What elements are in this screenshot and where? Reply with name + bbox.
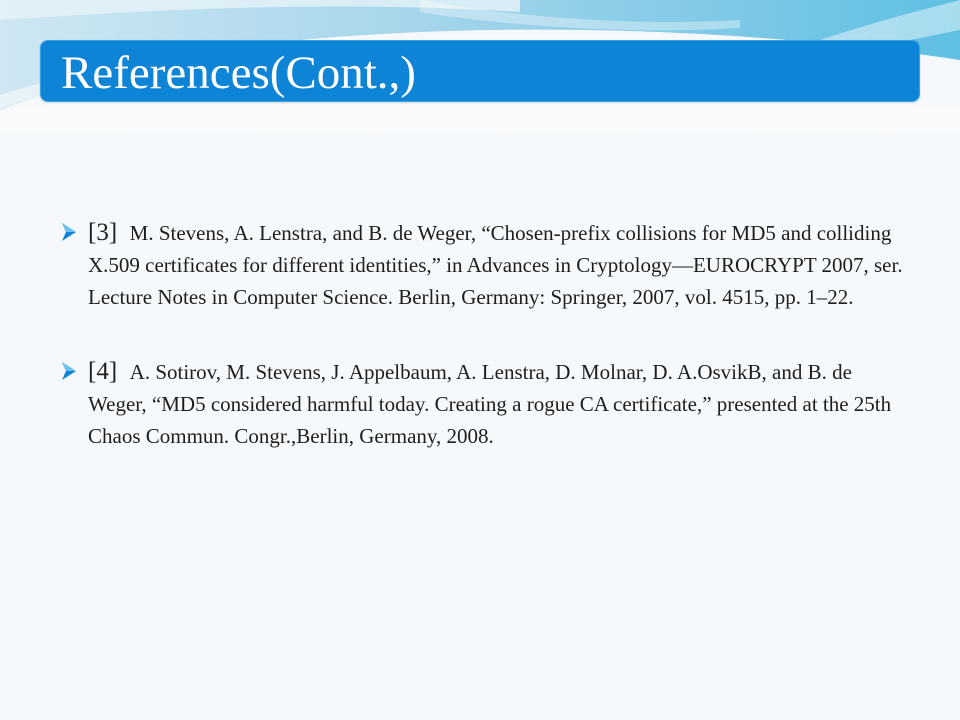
arrow-bullet-icon bbox=[60, 360, 78, 382]
reference-number: [3] bbox=[88, 219, 130, 246]
title-bar bbox=[40, 40, 920, 102]
reference-number: [4] bbox=[88, 358, 130, 385]
reference-item bbox=[60, 356, 910, 452]
reference-item bbox=[60, 217, 910, 313]
arrow-bullet-icon bbox=[60, 221, 78, 243]
reference-text: M. Stevens, A. Lenstra, and B. de Weger, “Chosen-prefix collisions for MD5 and colliding X.509 certificates for different identities,” in Advances in Cryptology—EUROCRYPT 2007, ser. Lecture Notes in Computer Science. Berlin, Germany: Springer, 2007, vol. 4515, pp. 1–22. bbox=[88, 221, 903, 309]
slide-title: References(Cont.,) bbox=[61, 47, 416, 99]
references-list bbox=[60, 217, 910, 452]
reference-text: A. Sotirov, M. Stevens, J. Appelbaum, A. Lenstra, D. Molnar, D. A.OsvikB, and B. de Weger, “MD5 considered harmful today. Creating a rogue CA certificate,” presented at the 25th Chaos Commun. Congr.,Berlin, Germany, 2008. bbox=[88, 360, 892, 448]
